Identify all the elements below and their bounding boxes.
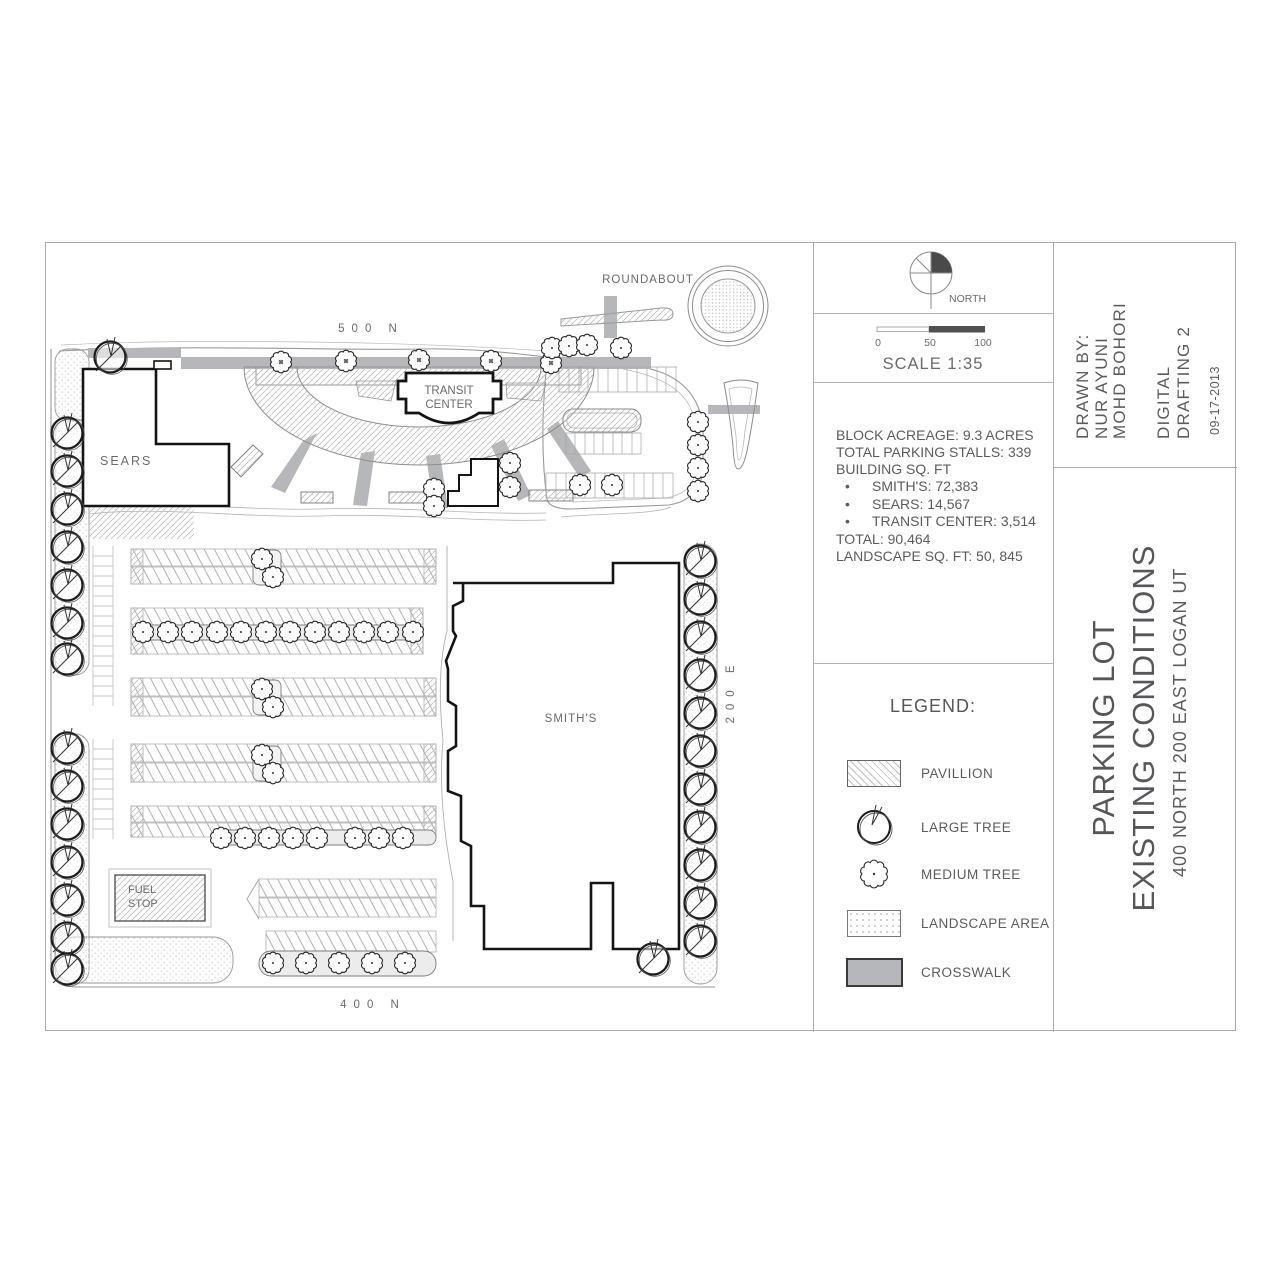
stats-box xyxy=(813,383,1053,664)
street-label-500n: 500 N xyxy=(338,323,404,335)
sears-label: SEARS xyxy=(100,454,153,468)
street-label-200e: 200 E xyxy=(725,658,737,724)
panel-divider-right xyxy=(1053,243,1054,1032)
block-acreage: BLOCK ACREAGE: 9.3 ACRES xyxy=(836,427,1034,443)
landscape-swatch-icon xyxy=(847,910,901,937)
scale-tick-50: 50 xyxy=(924,337,936,349)
scale-box xyxy=(813,314,1053,383)
legend-item-pavillion: PAVILLION xyxy=(839,760,993,787)
legend-box xyxy=(813,664,1053,1032)
fuel-stop-building xyxy=(109,869,211,927)
sheet-address: 400 NORTH 200 EAST LOGAN UT xyxy=(1170,567,1190,877)
north-label: NORTH xyxy=(949,293,987,305)
scale-label: SCALE 1:35 xyxy=(882,355,984,373)
scale-tick-100: 100 xyxy=(974,337,992,349)
bullet-icon: • xyxy=(845,513,850,529)
site-plan xyxy=(46,243,813,1032)
legend-title: LEGEND: xyxy=(889,696,977,716)
large-tree-legend-icon xyxy=(851,804,897,850)
street-label-400n: 400 N xyxy=(340,999,406,1011)
building-sqft-heading: BUILDING SQ. FT xyxy=(836,461,952,477)
fuel-label-2: STOP xyxy=(128,898,158,910)
course-block: DIGITAL DRAFTING 2 xyxy=(1154,325,1193,439)
titleblock-divider xyxy=(1054,467,1237,468)
smiths-label: SMITH'S xyxy=(544,713,598,725)
scale-bar xyxy=(877,326,985,333)
fuel-label-1: FUEL xyxy=(128,884,157,896)
transit-label-1: TRANSIT xyxy=(424,385,474,397)
scale-tick-0: 0 xyxy=(875,337,881,349)
date-label: 09-17-2013 xyxy=(1208,366,1222,435)
bullet-icon: • xyxy=(845,478,850,494)
west-stalls xyxy=(93,546,113,839)
roundabout-label: ROUNDABOUT xyxy=(602,274,694,286)
total-stalls: TOTAL PARKING STALLS: 339 xyxy=(836,444,1032,460)
building-item-transit: • TRANSIT CENTER: 3,514 xyxy=(836,513,1045,531)
legend-item-medium-tree: MEDIUM TREE xyxy=(839,858,1021,890)
bullet-icon: • xyxy=(845,495,850,512)
stairs xyxy=(448,459,498,506)
drawing-sheet xyxy=(45,242,1236,1031)
drawn-by-block: DRAWN BY: NUR AYUNI MOHD BOHORI xyxy=(1073,302,1130,439)
legend-item-large-tree: LARGE TREE xyxy=(839,804,1011,850)
building-item-smiths: • SMITH'S: 72,383 xyxy=(836,478,1045,496)
pavillion-swatch-icon xyxy=(847,760,901,787)
crosswalk-swatch-icon xyxy=(846,958,903,987)
smiths-building xyxy=(440,546,679,949)
building-item-sears: • SEARS: 14,567 xyxy=(836,496,1045,514)
medium-tree-legend-icon xyxy=(858,858,890,890)
transit-center-building xyxy=(398,373,501,423)
north-arrow-box xyxy=(813,243,1053,314)
north-arrow-icon xyxy=(910,252,952,309)
landscape-sqft: LANDSCAPE SQ. FT: 50, 845 xyxy=(836,547,1023,564)
transit-label-2: CENTER xyxy=(425,399,473,411)
building-total: TOTAL: 90,464 xyxy=(836,530,931,547)
sheet-title: PARKING LOT EXISTING CONDITIONS xyxy=(1086,544,1161,912)
sears-building xyxy=(83,361,229,506)
legend-item-crosswalk: CROSSWALK xyxy=(839,958,1011,987)
legend-item-landscape-area: LANDSCAPE AREA xyxy=(839,910,1050,937)
